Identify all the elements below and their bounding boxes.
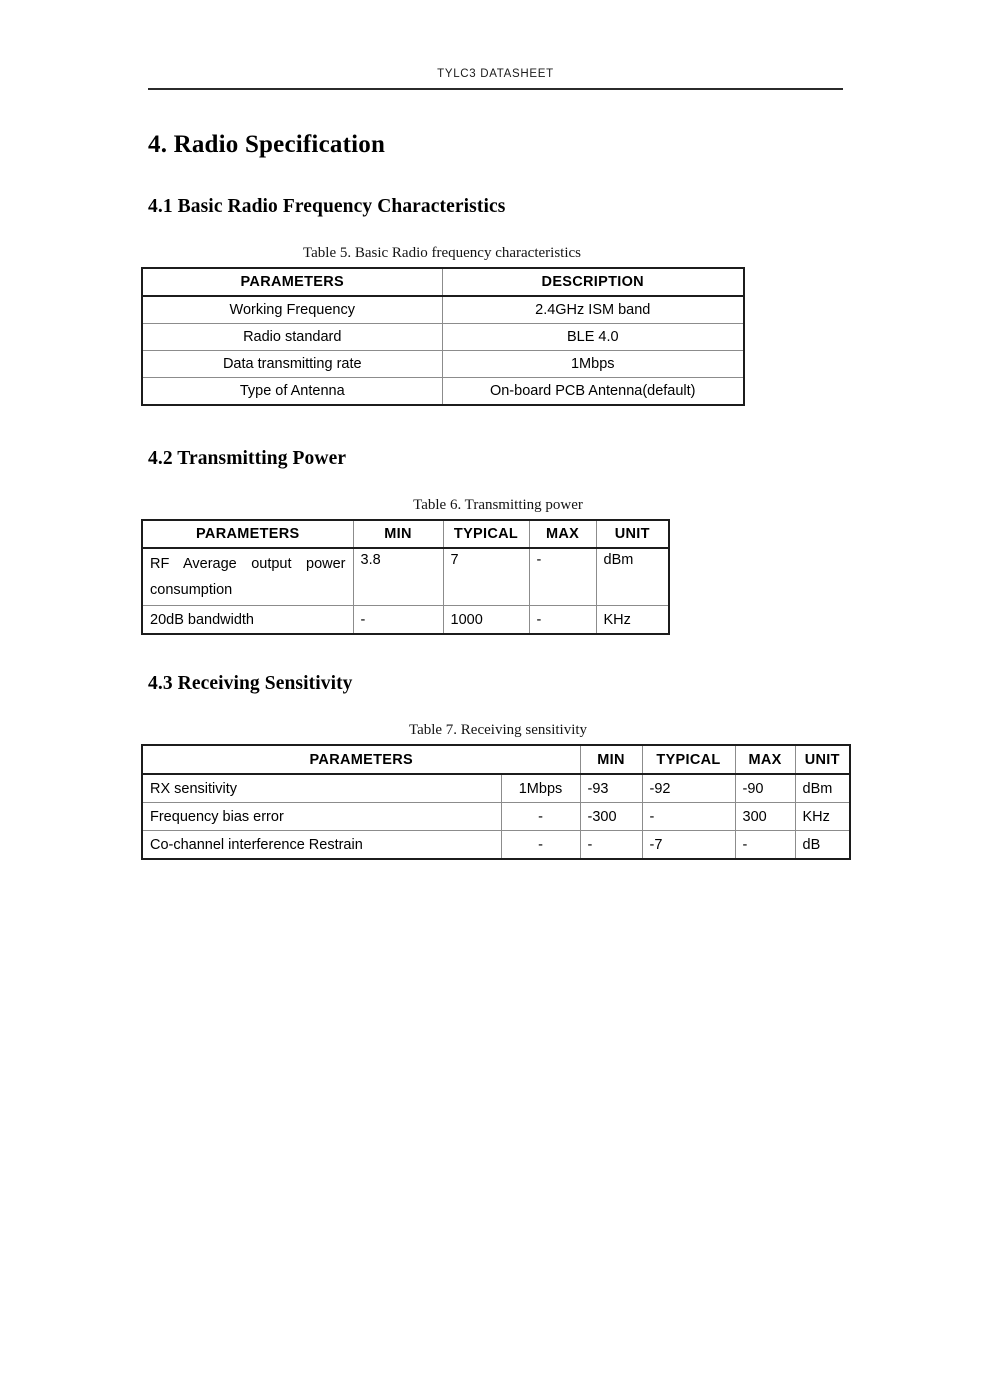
table-row bbox=[142, 606, 669, 635]
table7-col-max: MAX bbox=[735, 745, 795, 774]
table7-cell-unit: dBm bbox=[795, 774, 850, 803]
table5-header-row bbox=[142, 268, 744, 296]
table7-col-min: MIN bbox=[580, 745, 642, 774]
table7-cell-typical: - bbox=[642, 803, 735, 831]
table6-cell-min: 3.8 bbox=[353, 548, 443, 606]
table7-cell-max: - bbox=[735, 831, 795, 860]
table6-col-min: MIN bbox=[353, 520, 443, 548]
table-basic-radio-frequency bbox=[141, 267, 745, 406]
table-receiving-sensitivity bbox=[141, 744, 851, 860]
table5-col-parameters: PARAMETERS bbox=[142, 268, 442, 296]
page-title: 4. Radio Specification bbox=[148, 131, 386, 158]
table7-cell-rate: - bbox=[501, 803, 580, 831]
table7-col-parameters: PARAMETERS bbox=[142, 745, 580, 774]
table7-cell-max: 300 bbox=[735, 803, 795, 831]
table7-cell-unit: dB bbox=[795, 831, 850, 860]
table6-cell-unit: KHz bbox=[596, 606, 669, 635]
table7-col-typical: TYPICAL bbox=[642, 745, 735, 774]
table7-cell-min: - bbox=[580, 831, 642, 860]
table6-cell-parameter: RF Average output power consumption bbox=[142, 548, 353, 606]
table-row bbox=[142, 296, 744, 324]
table5-cell-description: 2.4GHz ISM band bbox=[442, 296, 744, 324]
page-running-header bbox=[148, 64, 843, 82]
table6-col-unit: UNIT bbox=[596, 520, 669, 548]
table6-cell-typical: 1000 bbox=[443, 606, 529, 635]
running-header-title: TYLC3 DATASHEET bbox=[437, 68, 554, 80]
table7-cell-rate: - bbox=[501, 831, 580, 860]
table6-cell-typical: 7 bbox=[443, 548, 529, 606]
table7-cell-max: -90 bbox=[735, 774, 795, 803]
table5-cell-parameter: Type of Antenna bbox=[142, 378, 442, 406]
table5-cell-description: 1Mbps bbox=[442, 351, 744, 378]
table7-col-unit: UNIT bbox=[795, 745, 850, 774]
table6-col-max: MAX bbox=[529, 520, 596, 548]
table7-cell-typical: -92 bbox=[642, 774, 735, 803]
table6-cell-max: - bbox=[529, 606, 596, 635]
table5-cell-parameter: Working Frequency bbox=[142, 296, 442, 324]
table5-col-description: DESCRIPTION bbox=[442, 268, 744, 296]
table7-cell-parameter: Frequency bias error bbox=[142, 803, 501, 831]
table-row bbox=[142, 351, 744, 378]
table7-cell-min: -93 bbox=[580, 774, 642, 803]
table5-cell-parameter: Data transmitting rate bbox=[142, 351, 442, 378]
section-heading-basic-radio-frequency: 4.1 Basic Radio Frequency Characteristics bbox=[148, 196, 506, 217]
table7-cell-min: -300 bbox=[580, 803, 642, 831]
table-row bbox=[142, 774, 850, 803]
table6-cell-min: - bbox=[353, 606, 443, 635]
table5-caption: Table 5. Basic Radio frequency characteristics bbox=[303, 245, 581, 261]
table7-header-row bbox=[142, 745, 850, 774]
table6-caption: Table 6. Transmitting power bbox=[413, 497, 583, 513]
table6-col-parameters: PARAMETERS bbox=[142, 520, 353, 548]
table7-cell-typical: -7 bbox=[642, 831, 735, 860]
table-row bbox=[142, 324, 744, 351]
table6-cell-parameter: 20dB bandwidth bbox=[142, 606, 353, 635]
header-divider-rule bbox=[148, 88, 843, 90]
section-heading-receiving-sensitivity: 4.3 Receiving Sensitivity bbox=[148, 673, 353, 694]
table7-cell-parameter: Co-channel interference Restrain bbox=[142, 831, 501, 860]
table7-cell-rate: 1Mbps bbox=[501, 774, 580, 803]
table7-cell-unit: KHz bbox=[795, 803, 850, 831]
table-row bbox=[142, 831, 850, 860]
table-row bbox=[142, 378, 744, 406]
table7-cell-parameter: RX sensitivity bbox=[142, 774, 501, 803]
section-heading-transmitting-power: 4.2 Transmitting Power bbox=[148, 448, 347, 469]
table6-cell-unit: dBm bbox=[596, 548, 669, 606]
table7-caption: Table 7. Receiving sensitivity bbox=[408, 722, 588, 738]
table-transmitting-power bbox=[141, 519, 670, 635]
table6-col-typical: TYPICAL bbox=[443, 520, 529, 548]
table5-cell-description: BLE 4.0 bbox=[442, 324, 744, 351]
table-row bbox=[142, 548, 669, 606]
table5-cell-description: On-board PCB Antenna(default) bbox=[442, 378, 744, 406]
table6-cell-max: - bbox=[529, 548, 596, 606]
table6-header-row bbox=[142, 520, 669, 548]
table-row bbox=[142, 803, 850, 831]
table5-cell-parameter: Radio standard bbox=[142, 324, 442, 351]
